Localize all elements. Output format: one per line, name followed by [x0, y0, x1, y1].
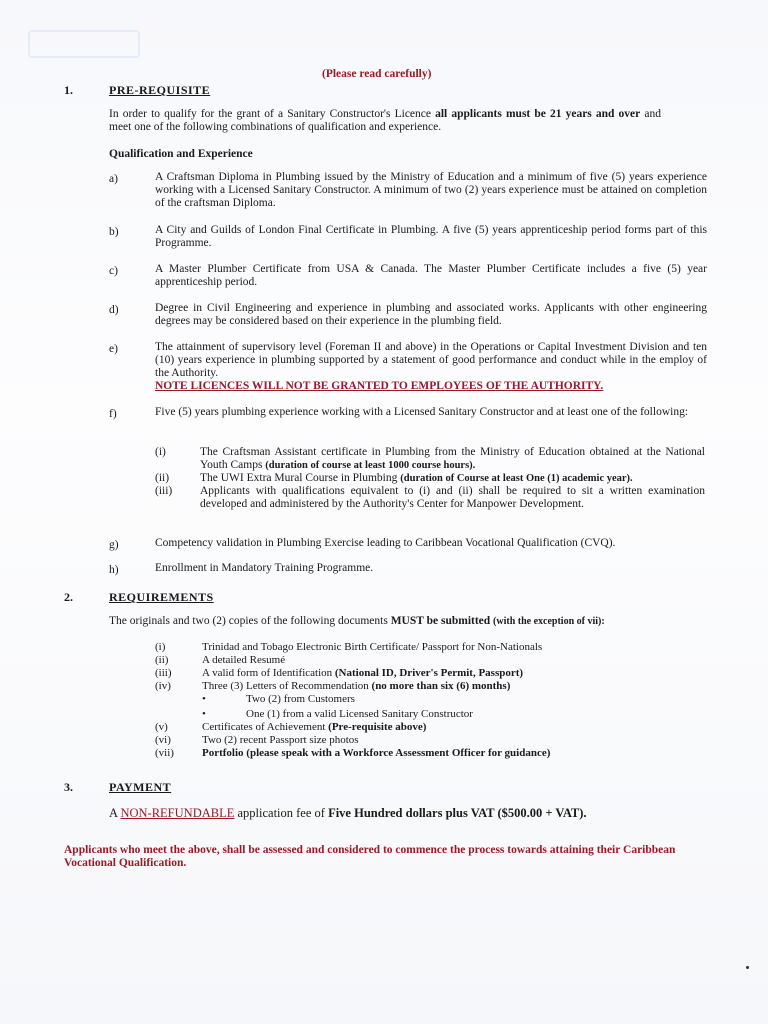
req-i-label: (i)	[155, 641, 166, 653]
item-b-text: A City and Guilds of London Final Certificate in Plumbing. A five (5) years apprenticeship period forms part of this Programme.	[155, 224, 707, 249]
payment-text: A NON-REFUNDABLE application fee of Five Hundred dollars plus VAT ($500.00 + VAT).	[109, 806, 587, 820]
req-v-text: Certificates of Achievement (Pre-requisite above)	[202, 721, 427, 733]
req-vi-text: Two (2) recent Passport size photos	[202, 734, 359, 746]
item-f-iii-text: Applicants with qualifications equivalent to (i) and (ii) shall be required to sit a written examination developed and administered by the Authority's Center for Manpower Development.	[200, 485, 705, 510]
req-vi-label: (vi)	[155, 734, 171, 746]
item-f-iii-label: (iii)	[155, 485, 173, 497]
item-a-text: A Craftsman Diploma in Plumbing issued by the Ministry of Education and a minimum of five (5) years experience working with a Licensed Sanitary Constructor. A minimum of two (2) years experience must be attained on completion of the craftsman Diploma.	[155, 171, 707, 209]
item-d-text: Degree in Civil Engineering and experience in plumbing and associated works. Applicants with other engineering degrees may be considered based on their experience in the plumbing field.	[155, 302, 707, 327]
item-c-label: c)	[109, 265, 118, 277]
req-ii-label: (ii)	[155, 654, 169, 666]
item-a-label: a)	[109, 173, 118, 185]
item-f-ii-text: The UWI Extra Mural Course in Plumbing (duration of Course at least One (1) academic year).	[200, 472, 633, 484]
section-1-intro: In order to qualify for the grant of a Sanitary Constructor's Licence all applicants must be 21 years and over and meet one of the following combinations of qualification and experience.	[109, 108, 662, 133]
section-2-intro: The originals and two (2) copies of the following documents MUST be submitted (with the exception of vii):	[109, 615, 605, 627]
licence-note: NOTE LICENCES WILL NOT BE GRANTED TO EMPLOYEES OF THE AUTHORITY.	[155, 380, 604, 392]
req-iv-bullet-1: Two (2) from Customers	[246, 693, 355, 705]
closing-note: Applicants who meet the above, shall be assessed and considered to commence the process towards attaining their Caribbean Vocational Qualification.	[64, 844, 676, 869]
qualification-subheading: Qualification and Experience	[109, 148, 253, 160]
item-c-text: A Master Plumber Certificate from USA & Canada. The Master Plumber Certificate includes a five (5) year apprenticeship period.	[155, 263, 707, 288]
item-g-text: Competency validation in Plumbing Exercise leading to Caribbean Vocational Qualification (CVQ).	[155, 537, 616, 549]
req-iv-bullet-2: One (1) from a valid Licensed Sanitary Constructor	[246, 708, 473, 720]
item-d-label: d)	[109, 304, 119, 316]
req-v-label: (v)	[155, 721, 168, 733]
item-h-label: h)	[109, 564, 119, 576]
item-e-label: e)	[109, 343, 118, 355]
section-1-heading: PRE-REQUISITE	[109, 83, 211, 97]
item-f-ii-label: (ii)	[155, 472, 170, 484]
req-vii-text: Portfolio (please speak with a Workforce Assessment Officer for guidance)	[202, 747, 551, 759]
item-g-label: g)	[109, 539, 119, 551]
req-iv-text: Three (3) Letters of Recommendation (no more than six (6) months)	[202, 680, 511, 692]
section-3-number: 3.	[64, 780, 73, 794]
faded-stamp-mark	[28, 30, 140, 58]
scan-speck	[746, 966, 749, 969]
item-h-text: Enrollment in Mandatory Training Programme.	[155, 562, 374, 574]
req-iv-bullet-1-marker: •	[202, 693, 206, 705]
req-iv-label: (iv)	[155, 680, 171, 692]
item-f-text: Five (5) years plumbing experience working with a Licensed Sanitary Constructor and at least one of the following:	[155, 406, 689, 418]
read-carefully-note: (Please read carefully)	[322, 68, 432, 80]
section-3-heading: PAYMENT	[109, 780, 172, 794]
section-2-number: 2.	[64, 590, 73, 604]
req-ii-text: A detailed Resumé	[202, 654, 286, 666]
req-iii-text: A valid form of Identification (National ID, Driver's Permit, Passport)	[202, 667, 524, 679]
item-f-label: f)	[109, 408, 117, 420]
section-1-number: 1.	[64, 83, 73, 97]
req-iii-label: (iii)	[155, 667, 172, 679]
req-iv-bullet-2-marker: •	[202, 708, 206, 720]
req-vii-label: (vii)	[155, 747, 174, 759]
item-e-text: The attainment of supervisory level (Foreman II and above) in the Operations or Capital Investment Division and ten (10) years experience in plumbing supported by a statement of good performance and conduct while in the employ of the Authority.	[155, 341, 707, 379]
item-f-i-label: (i)	[155, 446, 166, 458]
item-b-label: b)	[109, 226, 119, 238]
req-i-text: Trinidad and Tobago Electronic Birth Certificate/ Passport for Non-Nationals	[202, 641, 543, 653]
section-2-heading: REQUIREMENTS	[109, 590, 214, 604]
item-f-i-text: The Craftsman Assistant certificate in Plumbing from the Ministry of Education obtained at the National Youth Camps (duration of course at least 1000 course hours).	[200, 446, 705, 471]
